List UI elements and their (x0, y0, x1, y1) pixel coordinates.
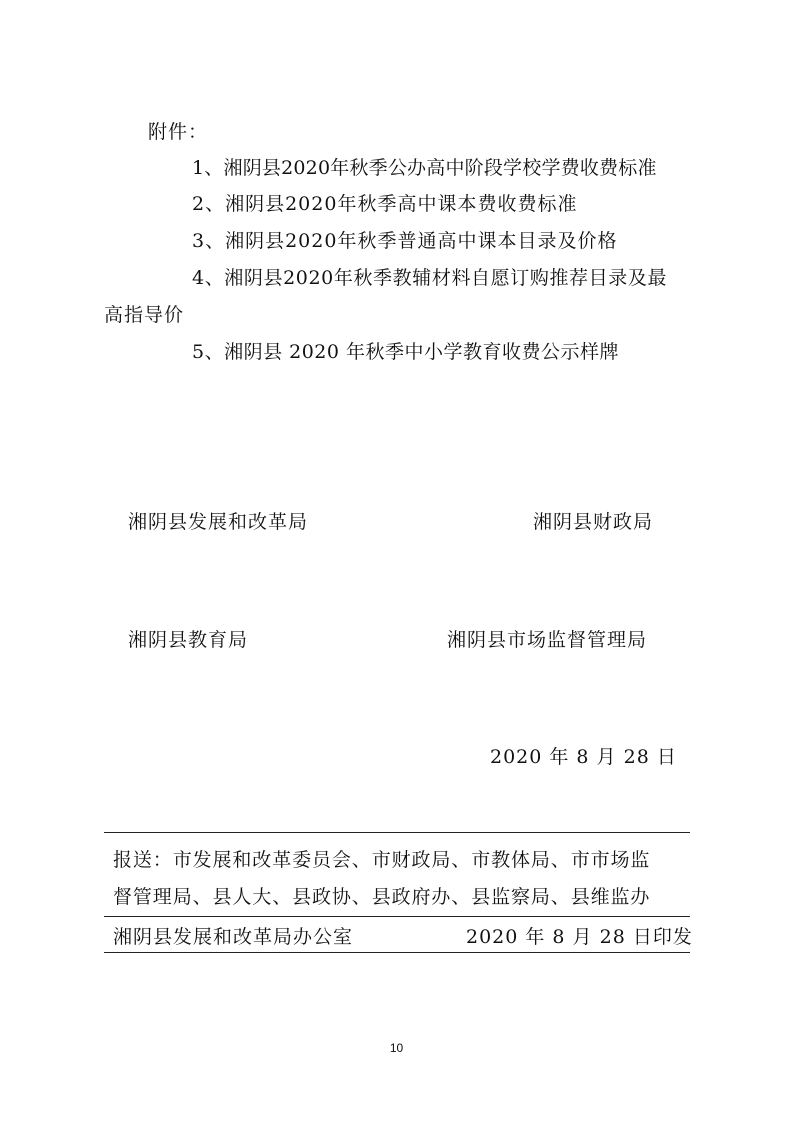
issuance-date: 2020 年 8 月 28 日印发 (466, 926, 693, 948)
distribution-line-1: 报送：市发展和改革委员会、市财政局、市教体局、市市场监 (113, 849, 651, 871)
signatory-market-supervision-bureau: 湘阴县市场监督管理局 (447, 629, 648, 651)
rule-bottom (104, 952, 690, 953)
rule-middle (104, 916, 690, 917)
attachment-item-1: 1、湘阴县2020年秋季公办高中阶段学校学费收费标准 (192, 157, 657, 179)
attachments-heading: 附件： (148, 121, 209, 143)
signatory-finance-bureau: 湘阴县财政局 (533, 511, 654, 533)
attachment-item-4-continued: 高指导价 (104, 304, 185, 326)
attachment-item-5: 5、湘阴县 2020 年秋季中小学教育收费公示样牌 (192, 341, 620, 363)
page-number: 10 (389, 1041, 404, 1055)
signatory-development-reform-bureau: 湘阴县发展和改革局 (128, 511, 309, 533)
document-date: 2020 年 8 月 28 日 (490, 746, 677, 768)
issuing-office: 湘阴县发展和改革局办公室 (113, 926, 354, 948)
attachment-item-4: 4、湘阴县2020年秋季教辅材料自愿订购推荐目录及最 (192, 267, 668, 289)
distribution-line-2: 督管理局、县人大、县政协、县政府办、县监察局、县维监办 (113, 886, 651, 908)
attachment-item-3: 3、湘阴县2020年秋季普通高中课本目录及价格 (192, 230, 618, 252)
attachment-item-2: 2、湘阴县2020年秋季高中课本费收费标准 (192, 193, 578, 215)
signatory-education-bureau: 湘阴县教育局 (128, 629, 249, 651)
rule-top (104, 832, 690, 833)
